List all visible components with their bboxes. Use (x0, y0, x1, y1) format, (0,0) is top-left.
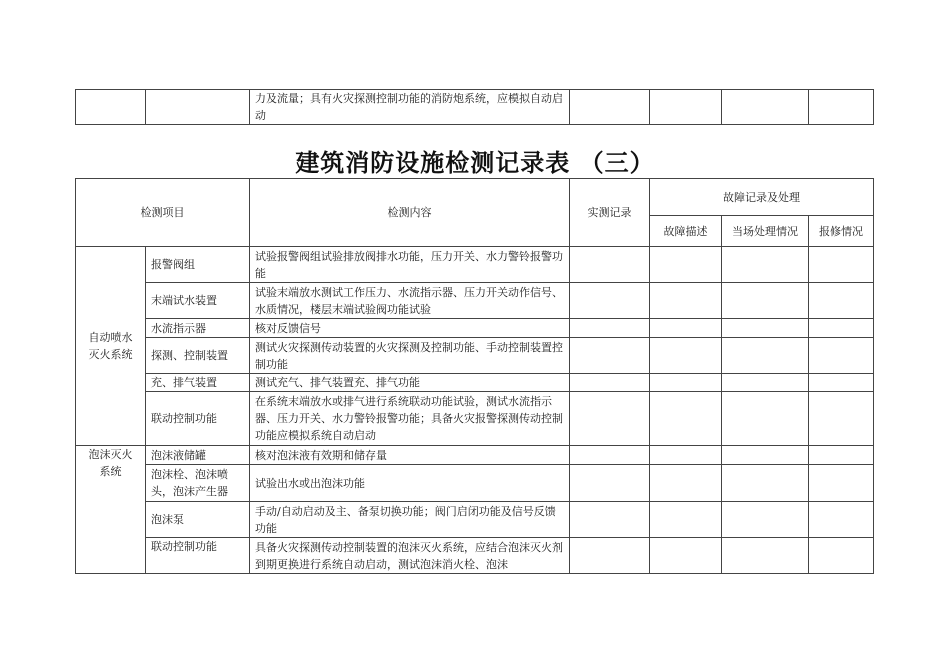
fault-desc-cell[interactable] (650, 392, 722, 446)
item-cell: 报警阀组 (146, 247, 250, 283)
onsite-cell[interactable] (722, 465, 809, 502)
item-cell: 探测、控制装置 (146, 338, 250, 374)
onsite-cell[interactable] (722, 374, 809, 392)
onsite-cell[interactable] (722, 283, 809, 319)
content-cell: 试验出水或出泡沫功能 (250, 465, 570, 502)
item-cell: 水流指示器 (146, 319, 250, 338)
fault-desc-cell[interactable] (650, 247, 722, 283)
table-row (76, 319, 874, 338)
table-row (76, 392, 874, 446)
fault-desc-cell[interactable] (650, 538, 722, 574)
record-cell[interactable] (570, 392, 650, 446)
content-cell: 具备火灾探测传动控制装置的泡沫灭火系统，应结合泡沫灭火剂到期更换进行系统自动启动，测试泡沫消火栓、泡沫 (250, 538, 570, 574)
content-cell: 测试火灾探测传动装置的火灾探测及控制功能、手动控制装置控制功能 (250, 338, 570, 374)
table-row (76, 465, 874, 502)
header-repair: 报修情况 (809, 216, 874, 247)
onsite-cell[interactable] (722, 502, 809, 538)
system-name-cell: 自动喷水 灭火系统 (76, 247, 146, 446)
repair-cell[interactable] (809, 392, 874, 446)
table-row (76, 90, 874, 125)
content-cell: 核对反馈信号 (250, 319, 570, 338)
item-cell: 充、排气装置 (146, 374, 250, 392)
header-onsite: 当场处理情况 (722, 216, 809, 247)
record-cell[interactable] (570, 465, 650, 502)
repair-cell[interactable] (809, 319, 874, 338)
page-title: 建筑消防设施检测记录表 （三） (295, 149, 655, 177)
table-row (76, 374, 874, 392)
repair-cell[interactable] (809, 338, 874, 374)
fault-desc-cell[interactable] (650, 502, 722, 538)
record-cell[interactable] (570, 90, 650, 125)
header-fault-group: 故障记录及处理 (650, 179, 874, 216)
content-cell: 手动/自动启动及主、备泵切换功能；阀门启闭功能及信号反馈功能 (250, 502, 570, 538)
item-cell (146, 90, 250, 125)
content-cell: 核对泡沫液有效期和储存量 (250, 446, 570, 465)
fault-desc-cell[interactable] (650, 283, 722, 319)
fault-desc-cell[interactable] (650, 319, 722, 338)
item-cell: 末端试水装置 (146, 283, 250, 319)
record-cell[interactable] (570, 502, 650, 538)
table-row (76, 283, 874, 319)
repair-cell[interactable] (809, 247, 874, 283)
content-cell: 试验末端放水测试工作压力、水流指示器、压力开关动作信号、水质情况，楼层末端试验阀功能试验 (250, 283, 570, 319)
system-name-cell: 泡沫灭火 系统 (76, 446, 146, 574)
record-cell[interactable] (570, 319, 650, 338)
content-cell: 在系统末端放水或排气进行系统联动功能试验，测试水流指示器、压力开关、水力警铃报警功能；具备火灾报警探测传动控制功能应模拟系统自动启动 (250, 392, 570, 446)
header-content: 检测内容 (250, 179, 570, 247)
fault-desc-cell[interactable] (650, 374, 722, 392)
onsite-cell[interactable] (722, 538, 809, 574)
onsite-cell[interactable] (722, 247, 809, 283)
fault-desc-cell[interactable] (650, 465, 722, 502)
item-cell: 联动控制功能 (146, 392, 250, 446)
item-cell: 联动控制功能 (146, 538, 250, 574)
record-cell[interactable] (570, 446, 650, 465)
repair-cell[interactable] (809, 538, 874, 574)
inspection-record-table (75, 178, 874, 574)
onsite-cell[interactable] (722, 90, 809, 125)
header-record: 实测记录 (570, 179, 650, 247)
header-item: 检测项目 (76, 179, 250, 247)
repair-cell[interactable] (809, 283, 874, 319)
repair-cell[interactable] (809, 374, 874, 392)
item-cell: 泡沫栓、泡沫喷头，泡沫产生器 (146, 465, 250, 502)
record-cell[interactable] (570, 374, 650, 392)
table-row (76, 446, 874, 465)
fault-desc-cell[interactable] (650, 90, 722, 125)
repair-cell[interactable] (809, 465, 874, 502)
fault-desc-cell[interactable] (650, 446, 722, 465)
table-row (76, 502, 874, 538)
header-row (76, 179, 874, 216)
table-row (76, 247, 874, 283)
repair-cell[interactable] (809, 502, 874, 538)
item-cell: 泡沫液储罐 (146, 446, 250, 465)
item-cell: 泡沫泵 (146, 502, 250, 538)
previous-page-table-fragment (75, 89, 874, 125)
header-fault-desc: 故障描述 (650, 216, 722, 247)
content-cell: 试验报警阀组试验排放阀排水功能，压力开关、水力警铃报警功能 (250, 247, 570, 283)
table-row (76, 338, 874, 374)
onsite-cell[interactable] (722, 446, 809, 465)
onsite-cell[interactable] (722, 319, 809, 338)
repair-cell[interactable] (809, 446, 874, 465)
system-cell (76, 90, 146, 125)
record-cell[interactable] (570, 538, 650, 574)
record-cell[interactable] (570, 283, 650, 319)
onsite-cell[interactable] (722, 338, 809, 374)
record-cell[interactable] (570, 338, 650, 374)
fault-desc-cell[interactable] (650, 338, 722, 374)
content-cell: 测试充气、排气装置充、排气功能 (250, 374, 570, 392)
table-row (76, 538, 874, 574)
repair-cell[interactable] (809, 90, 874, 125)
content-cell: 力及流量；具有火灾探测控制功能的消防炮系统，应模拟自动启动 (250, 90, 570, 125)
onsite-cell[interactable] (722, 392, 809, 446)
record-cell[interactable] (570, 247, 650, 283)
